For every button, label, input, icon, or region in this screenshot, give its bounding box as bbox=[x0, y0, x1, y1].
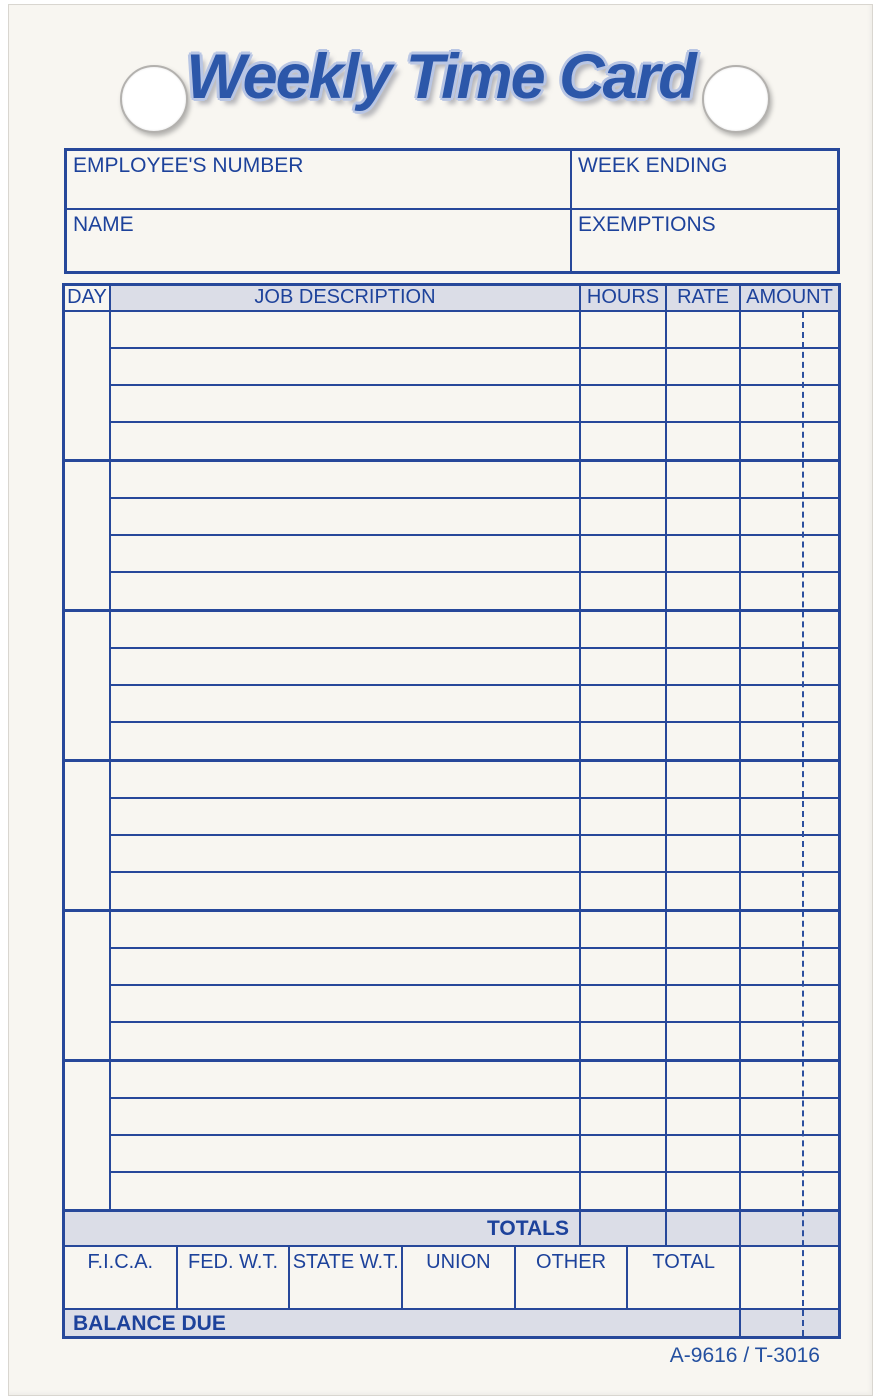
group-rows bbox=[111, 312, 838, 459]
rate-cell[interactable] bbox=[665, 386, 739, 421]
day-cell[interactable] bbox=[65, 912, 111, 1059]
cents-divider-line bbox=[802, 312, 804, 1336]
job-description-cell[interactable] bbox=[111, 686, 579, 721]
hours-cell[interactable] bbox=[579, 573, 665, 608]
entry-row bbox=[111, 312, 838, 349]
exemptions-field[interactable] bbox=[570, 208, 837, 271]
rate-cell[interactable] bbox=[665, 462, 739, 497]
hours-cell[interactable] bbox=[579, 612, 665, 647]
totals-hours-cell[interactable] bbox=[579, 1212, 665, 1245]
rate-cell[interactable] bbox=[665, 873, 739, 908]
balance-due-row bbox=[65, 1310, 838, 1336]
hours-cell[interactable] bbox=[579, 499, 665, 534]
job-description-cell[interactable] bbox=[111, 312, 579, 347]
job-description-cell[interactable] bbox=[111, 349, 579, 384]
column-header-job-description: JOB DESCRIPTION bbox=[111, 286, 579, 310]
entry-row bbox=[111, 1062, 838, 1099]
amount-cell[interactable] bbox=[739, 612, 838, 647]
amount-cell[interactable] bbox=[739, 1173, 838, 1208]
hours-cell[interactable] bbox=[579, 799, 665, 834]
rate-cell[interactable] bbox=[665, 1173, 739, 1208]
job-description-cell[interactable] bbox=[111, 723, 579, 758]
day-cell[interactable] bbox=[65, 462, 111, 609]
hours-cell[interactable] bbox=[579, 536, 665, 571]
job-description-cell[interactable] bbox=[111, 423, 579, 458]
job-description-cell[interactable] bbox=[111, 762, 579, 797]
entry-row bbox=[111, 1099, 838, 1136]
amount-cell[interactable] bbox=[739, 912, 838, 947]
day-cell[interactable] bbox=[65, 312, 111, 459]
employee-number-label: EMPLOYEE'S NUMBER bbox=[73, 154, 304, 177]
entry-row bbox=[111, 762, 838, 799]
hours-cell[interactable] bbox=[579, 986, 665, 1021]
hours-cell[interactable] bbox=[579, 423, 665, 458]
job-description-cell[interactable] bbox=[111, 649, 579, 684]
rate-cell[interactable] bbox=[665, 1136, 739, 1171]
job-description-cell[interactable] bbox=[111, 612, 579, 647]
amount-cell[interactable] bbox=[739, 536, 838, 571]
week-ending-field[interactable] bbox=[570, 151, 837, 208]
union-label: UNION bbox=[426, 1251, 491, 1274]
rate-cell[interactable] bbox=[665, 949, 739, 984]
employee-number-field[interactable] bbox=[67, 151, 570, 208]
day-group bbox=[65, 312, 838, 462]
entry-row bbox=[111, 612, 838, 649]
day-group bbox=[65, 1062, 838, 1212]
rate-cell[interactable] bbox=[665, 1062, 739, 1097]
totals-label: TOTALS bbox=[486, 1216, 569, 1240]
amount-cell[interactable] bbox=[739, 423, 838, 458]
amount-cell[interactable] bbox=[739, 799, 838, 834]
rate-cell[interactable] bbox=[665, 912, 739, 947]
rate-cell[interactable] bbox=[665, 312, 739, 347]
state-wt-cell[interactable] bbox=[290, 1247, 403, 1308]
entry-row bbox=[111, 723, 838, 758]
entry-row bbox=[111, 386, 838, 423]
amount-cell[interactable] bbox=[739, 573, 838, 608]
hours-cell[interactable] bbox=[579, 349, 665, 384]
entry-row bbox=[111, 1173, 838, 1208]
amount-cell[interactable] bbox=[739, 499, 838, 534]
other-cell[interactable] bbox=[516, 1247, 629, 1308]
amount-cell[interactable] bbox=[739, 723, 838, 758]
job-description-cell[interactable] bbox=[111, 912, 579, 947]
fica-cell[interactable] bbox=[65, 1247, 178, 1308]
day-cell[interactable] bbox=[65, 612, 111, 759]
hours-cell[interactable] bbox=[579, 1173, 665, 1208]
rate-cell[interactable] bbox=[665, 573, 739, 608]
job-description-cell[interactable] bbox=[111, 536, 579, 571]
job-description-cell[interactable] bbox=[111, 1136, 579, 1171]
entry-row bbox=[111, 349, 838, 386]
job-description-cell[interactable] bbox=[111, 462, 579, 497]
time-card bbox=[8, 4, 873, 1396]
entry-row bbox=[111, 686, 838, 723]
hours-cell[interactable] bbox=[579, 386, 665, 421]
rate-cell[interactable] bbox=[665, 723, 739, 758]
hours-cell[interactable] bbox=[579, 1099, 665, 1134]
amount-cell[interactable] bbox=[739, 1099, 838, 1134]
hours-cell[interactable] bbox=[579, 912, 665, 947]
hours-cell[interactable] bbox=[579, 873, 665, 908]
amount-cell[interactable] bbox=[739, 986, 838, 1021]
totals-amount-cell[interactable] bbox=[739, 1212, 838, 1245]
job-description-cell[interactable] bbox=[111, 499, 579, 534]
entry-row bbox=[111, 836, 838, 873]
deductions-amount-cell[interactable] bbox=[739, 1247, 838, 1308]
day-cell[interactable] bbox=[65, 762, 111, 909]
week-ending-label: WEEK ENDING bbox=[578, 154, 728, 177]
amount-cell[interactable] bbox=[739, 762, 838, 797]
fed-wt-cell[interactable] bbox=[178, 1247, 291, 1308]
other-label: OTHER bbox=[536, 1251, 607, 1274]
day-group bbox=[65, 762, 838, 912]
employee-info-block bbox=[64, 148, 840, 274]
hours-cell[interactable] bbox=[579, 649, 665, 684]
rate-cell[interactable] bbox=[665, 349, 739, 384]
job-description-cell[interactable] bbox=[111, 573, 579, 608]
entry-row bbox=[111, 949, 838, 986]
amount-cell[interactable] bbox=[739, 386, 838, 421]
job-description-cell[interactable] bbox=[111, 1023, 579, 1058]
group-rows bbox=[111, 1062, 838, 1209]
name-field[interactable] bbox=[67, 208, 570, 271]
column-header-hours: HOURS bbox=[579, 286, 665, 310]
job-description-cell[interactable] bbox=[111, 873, 579, 908]
amount-cell[interactable] bbox=[739, 649, 838, 684]
group-rows bbox=[111, 912, 838, 1059]
job-description-cell[interactable] bbox=[111, 1173, 579, 1208]
group-rows bbox=[111, 462, 838, 609]
amount-cell[interactable] bbox=[739, 1023, 838, 1058]
form-number: A-9616 / T-3016 bbox=[669, 1344, 820, 1367]
entry-row bbox=[111, 912, 838, 949]
entry-row bbox=[111, 799, 838, 836]
entry-row bbox=[111, 986, 838, 1023]
total-label: TOTAL bbox=[652, 1251, 715, 1274]
job-description-cell[interactable] bbox=[111, 1099, 579, 1134]
rate-cell[interactable] bbox=[665, 836, 739, 871]
hours-cell[interactable] bbox=[579, 723, 665, 758]
fed-wt-label: FED. W.T. bbox=[188, 1251, 278, 1274]
hours-cell[interactable] bbox=[579, 686, 665, 721]
day-group bbox=[65, 912, 838, 1062]
entry-row bbox=[111, 1136, 838, 1173]
hours-cell[interactable] bbox=[579, 312, 665, 347]
job-description-cell[interactable] bbox=[111, 1062, 579, 1097]
group-rows bbox=[111, 762, 838, 909]
deductions-row bbox=[65, 1247, 838, 1310]
job-description-cell[interactable] bbox=[111, 836, 579, 871]
job-description-cell[interactable] bbox=[111, 799, 579, 834]
amount-cell[interactable] bbox=[739, 312, 838, 347]
union-cell[interactable] bbox=[403, 1247, 516, 1308]
group-rows bbox=[111, 612, 838, 759]
amount-cell[interactable] bbox=[739, 873, 838, 908]
amount-cell[interactable] bbox=[739, 949, 838, 984]
totals-row bbox=[65, 1212, 838, 1247]
column-header-amount: AMOUNT bbox=[739, 286, 838, 310]
balance-due-amount-cell[interactable] bbox=[739, 1310, 838, 1336]
totals-rate-cell[interactable] bbox=[665, 1212, 739, 1245]
amount-cell[interactable] bbox=[739, 349, 838, 384]
rate-cell[interactable] bbox=[665, 986, 739, 1021]
hours-cell[interactable] bbox=[579, 949, 665, 984]
page-title: Weekly Time Card bbox=[186, 42, 695, 112]
hours-cell[interactable] bbox=[579, 462, 665, 497]
entry-row bbox=[111, 1023, 838, 1058]
amount-cell[interactable] bbox=[739, 686, 838, 721]
table-header-row bbox=[65, 286, 838, 312]
time-table bbox=[62, 283, 841, 1339]
rate-cell[interactable] bbox=[665, 686, 739, 721]
rate-cell[interactable] bbox=[665, 799, 739, 834]
day-group bbox=[65, 612, 838, 762]
rate-cell[interactable] bbox=[665, 1099, 739, 1134]
rate-cell[interactable] bbox=[665, 1023, 739, 1058]
balance-due-label: BALANCE DUE bbox=[73, 1312, 226, 1335]
state-wt-label: STATE W.T. bbox=[292, 1251, 399, 1274]
column-header-day: DAY bbox=[65, 286, 111, 310]
column-header-rate: RATE bbox=[665, 286, 739, 310]
entry-row bbox=[111, 462, 838, 499]
hours-cell[interactable] bbox=[579, 1136, 665, 1171]
rate-cell[interactable] bbox=[665, 423, 739, 458]
name-label: NAME bbox=[73, 213, 134, 236]
rate-cell[interactable] bbox=[665, 536, 739, 571]
entry-row bbox=[111, 649, 838, 686]
entry-row bbox=[111, 536, 838, 573]
day-cell[interactable] bbox=[65, 1062, 111, 1209]
job-description-cell[interactable] bbox=[111, 986, 579, 1021]
hours-cell[interactable] bbox=[579, 1023, 665, 1058]
job-description-cell[interactable] bbox=[111, 386, 579, 421]
entry-row bbox=[111, 423, 838, 458]
hours-cell[interactable] bbox=[579, 836, 665, 871]
total-cell[interactable] bbox=[628, 1247, 739, 1308]
rate-cell[interactable] bbox=[665, 612, 739, 647]
hours-cell[interactable] bbox=[579, 762, 665, 797]
rate-cell[interactable] bbox=[665, 762, 739, 797]
amount-cell[interactable] bbox=[739, 836, 838, 871]
fica-label: F.I.C.A. bbox=[87, 1251, 154, 1274]
entry-row bbox=[111, 499, 838, 536]
amount-cell[interactable] bbox=[739, 1136, 838, 1171]
time-entry-body bbox=[65, 312, 838, 1212]
entry-row bbox=[111, 573, 838, 608]
entry-row bbox=[111, 873, 838, 908]
amount-cell[interactable] bbox=[739, 1062, 838, 1097]
hours-cell[interactable] bbox=[579, 1062, 665, 1097]
day-group bbox=[65, 462, 838, 612]
amount-cell[interactable] bbox=[739, 462, 838, 497]
rate-cell[interactable] bbox=[665, 649, 739, 684]
exemptions-label: EXEMPTIONS bbox=[578, 213, 716, 236]
rate-cell[interactable] bbox=[665, 499, 739, 534]
job-description-cell[interactable] bbox=[111, 949, 579, 984]
